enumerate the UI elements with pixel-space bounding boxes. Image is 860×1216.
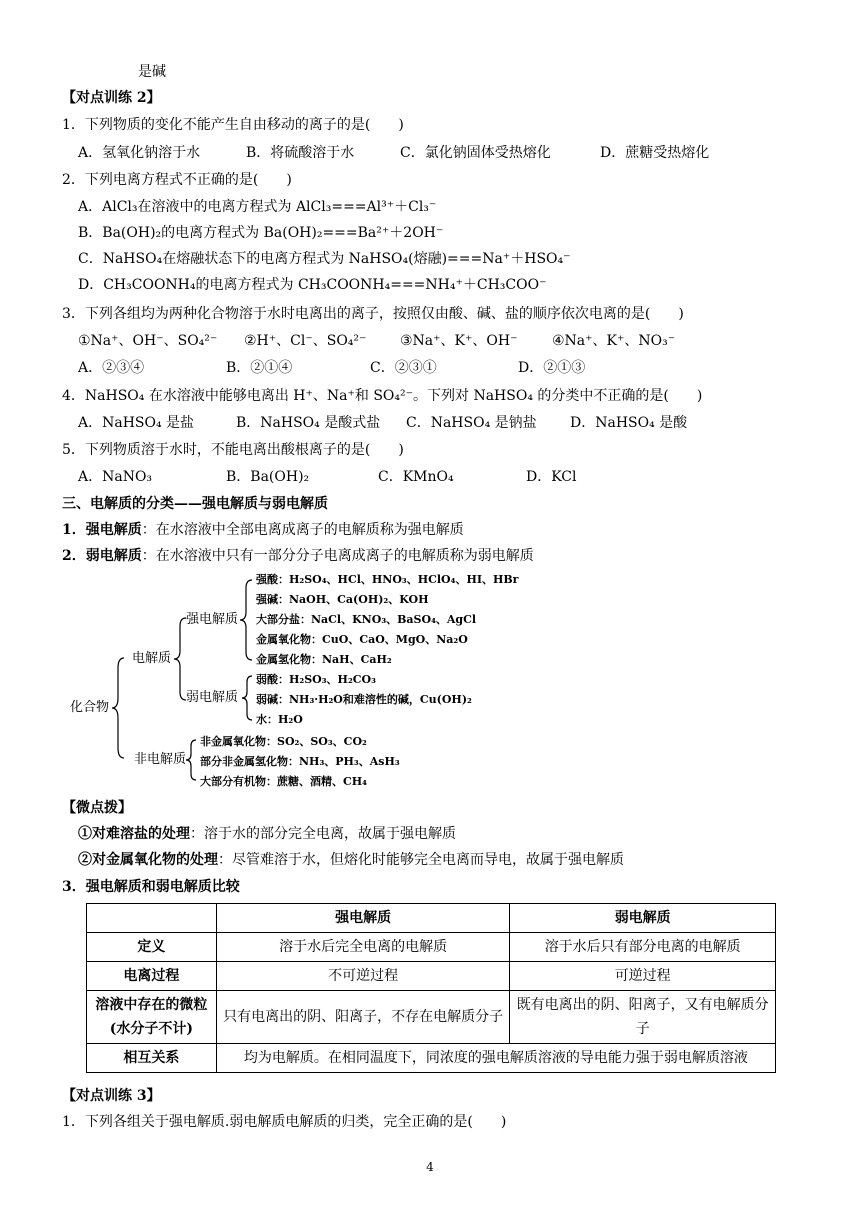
table-row — [87, 1044, 776, 1073]
non-item: 大部分有机物：蔗糖、酒精、CH₄ — [200, 775, 367, 788]
table-cell: 可逆过程 — [510, 962, 776, 991]
q2-option-b: B．Ba(OH)₂的电离方程式为 Ba(OH)₂===Ba²⁺＋2OH⁻ — [78, 225, 444, 241]
tip-item-1 — [78, 824, 456, 844]
weak-def: ：在水溶液中只有一部分分子电离成离子的电解质称为弱电解质 — [141, 548, 534, 564]
strong-term: 1．强电解质 — [62, 522, 142, 538]
q3-group-3: ③Na⁺、K⁺、OH⁻ — [400, 333, 518, 349]
q4-stem: 4．NaHSO₄ 在水溶液中能够电离出 H⁺、Na⁺和 SO₄²⁻。下列对 NaHSO₄ 的分类中不正确的是( ) — [62, 388, 703, 404]
electrolyte-label: 电解质 — [132, 651, 172, 666]
weak-electrolyte-definition — [62, 546, 534, 566]
section-title: 三、电解质的分类——强电解质与弱电解质 — [62, 496, 328, 512]
tip-item-1-term: ①对难溶盐的处理 — [78, 826, 190, 842]
strong-item: 金属氢化物：NaH、CaH₂ — [256, 653, 392, 666]
training3-heading: 【对点训练 3】 — [62, 1088, 161, 1104]
non-item: 部分非金属氢化物：NH₃、PH₃、AsH₃ — [200, 755, 400, 768]
q1-option-d: D．蔗糖受热熔化 — [600, 145, 710, 161]
q3-group-4: ④Na⁺、K⁺、NO₃⁻ — [552, 333, 676, 349]
q5-option-a: A．NaNO₃ — [78, 469, 153, 485]
q3-stem: 3．下列各组均为两种化合物溶于水时电离出的离子，按照仅由酸、碱、盐的顺序依次电离的是( ) — [62, 306, 684, 322]
strong-electrolyte-definition — [62, 520, 464, 540]
q3-group-1: ①Na⁺、OH⁻、SO₄²⁻ — [78, 333, 218, 349]
training2-heading: 【对点训练 2】 — [62, 90, 161, 106]
tip-heading: 【微点拨】 — [62, 800, 132, 816]
weak-term: 2．弱电解质 — [62, 548, 142, 564]
q1-option-b: B．将硫酸溶于水 — [246, 145, 355, 161]
strong-label: 强电解质 — [186, 612, 239, 627]
tip-item-1-text: ：溶于水的部分完全电离，故属于强电解质 — [190, 826, 456, 842]
q5-option-c: C．KMnO₄ — [378, 469, 454, 485]
comparison-table — [86, 903, 776, 1073]
row-label: 溶液中存在的微粒(水分子不计) — [87, 991, 217, 1044]
electrolyte-bracket — [174, 618, 186, 700]
page-number: 4 — [426, 1160, 434, 1174]
column-header-strong: 强电解质 — [216, 904, 510, 933]
q1-option-a: A．氢氧化钠溶于水 — [78, 145, 201, 161]
q3-option-d: D．②①③ — [518, 360, 586, 376]
non-bracket — [186, 740, 196, 780]
tip-item-2 — [78, 850, 624, 870]
table-cell: 均为电解质。在相同温度下，同浓度的强电解质溶液的导电能力强于弱电解质溶液 — [216, 1044, 775, 1073]
root-bracket — [112, 658, 124, 758]
row-label: 电离过程 — [87, 962, 217, 991]
root-label: 化合物 — [70, 700, 110, 715]
table-cell: 只有电离出的阴、阳离子，不存在电解质分子 — [216, 991, 510, 1044]
table-row — [87, 933, 776, 962]
continued-text: 是碱 — [138, 64, 166, 80]
q4-option-a: A．NaHSO₄ 是盐 — [78, 415, 195, 431]
row-label: 定义 — [87, 933, 217, 962]
q1-stem: 1．下列物质的变化不能产生自由移动的离子的是( ) — [62, 117, 404, 133]
weak-item: 弱酸：H₂SO₃、H₂CO₃ — [256, 673, 376, 686]
compare-heading: 3．强电解质和弱电解质比较 — [62, 879, 240, 895]
q4-option-d: D．NaHSO₄ 是酸 — [570, 415, 688, 431]
training3-q1-stem: 1．下列各组关于强电解质.弱电解质电解质的归类，完全正确的是( ) — [62, 1114, 507, 1130]
strong-item: 金属氧化物：CuO、CaO、MgO、Na₂O — [256, 633, 468, 646]
weak-item: 水：H₂O — [256, 713, 303, 726]
q5-stem: 5．下列物质溶于水时，不能电离出酸根离子的是( ) — [62, 442, 404, 458]
strong-item: 大部分盐：NaCl、KNO₃、BaSO₄、AgCl — [256, 613, 477, 626]
q1-option-c: C．氯化钠固体受热熔化 — [400, 145, 551, 161]
q5-option-d: D．KCl — [526, 469, 577, 485]
tip-item-2-term: ②对金属氧化物的处理 — [78, 852, 218, 868]
q2-stem: 2．下列电离方程式不正确的是( ) — [62, 172, 292, 188]
table-corner-cell — [87, 904, 217, 933]
table-row — [87, 991, 776, 1044]
q3-group-2: ②H⁺、Cl⁻、SO₄²⁻ — [244, 333, 367, 349]
table-cell: 既有电离出的阴、阳离子，又有电解质分子 — [510, 991, 776, 1044]
table-cell: 溶于水后完全电离的电解质 — [216, 933, 510, 962]
q2-option-d: D．CH₃COONH₄的电离方程式为 CH₃COONH₄===NH₄⁺＋CH₃COO⁻ — [78, 277, 547, 293]
table-row — [87, 904, 776, 933]
table-cell: 溶于水后只有部分电离的电解质 — [510, 933, 776, 962]
row-label: 相互关系 — [87, 1044, 217, 1073]
strong-def: ：在水溶液中全部电离成离子的电解质称为强电解质 — [141, 522, 464, 538]
q3-option-b: B．②①④ — [226, 360, 293, 376]
q3-option-c: C．②③① — [370, 360, 437, 376]
non-label: 非电解质 — [134, 752, 187, 767]
q4-option-c: C．NaHSO₄ 是钠盐 — [406, 415, 537, 431]
weak-bracket — [242, 676, 252, 720]
q5-option-b: B．Ba(OH)₂ — [226, 469, 310, 485]
strong-bracket — [240, 580, 252, 660]
q4-option-b: B．NaHSO₄ 是酸式盐 — [236, 415, 381, 431]
weak-label: 弱电解质 — [186, 690, 239, 705]
q2-option-a: A．AlCl₃在溶液中的电离方程式为 AlCl₃===Al³⁺＋Cl₃⁻ — [78, 199, 437, 215]
table-row — [87, 962, 776, 991]
q3-option-a: A．②③④ — [78, 360, 145, 376]
table-cell: 不可逆过程 — [216, 962, 510, 991]
non-item: 非金属氧化物：SO₂、SO₃、CO₂ — [200, 735, 367, 748]
tip-item-2-text: ：尽管难溶于水，但熔化时能够完全电离而导电，故属于强电解质 — [218, 852, 624, 868]
strong-item: 强酸：H₂SO₄、HCl、HNO₃、HClO₄、HI、HBr — [256, 573, 519, 586]
weak-item: 弱碱：NH₃·H₂O和难溶性的碱，Cu(OH)₂ — [256, 693, 472, 706]
strong-item: 强碱：NaOH、Ca(OH)₂、KOH — [256, 593, 429, 606]
column-header-weak: 弱电解质 — [510, 904, 776, 933]
q2-option-c: C．NaHSO₄在熔融状态下的电离方程式为 NaHSO₄(熔融)===Na⁺＋HSO₄⁻ — [78, 251, 571, 267]
